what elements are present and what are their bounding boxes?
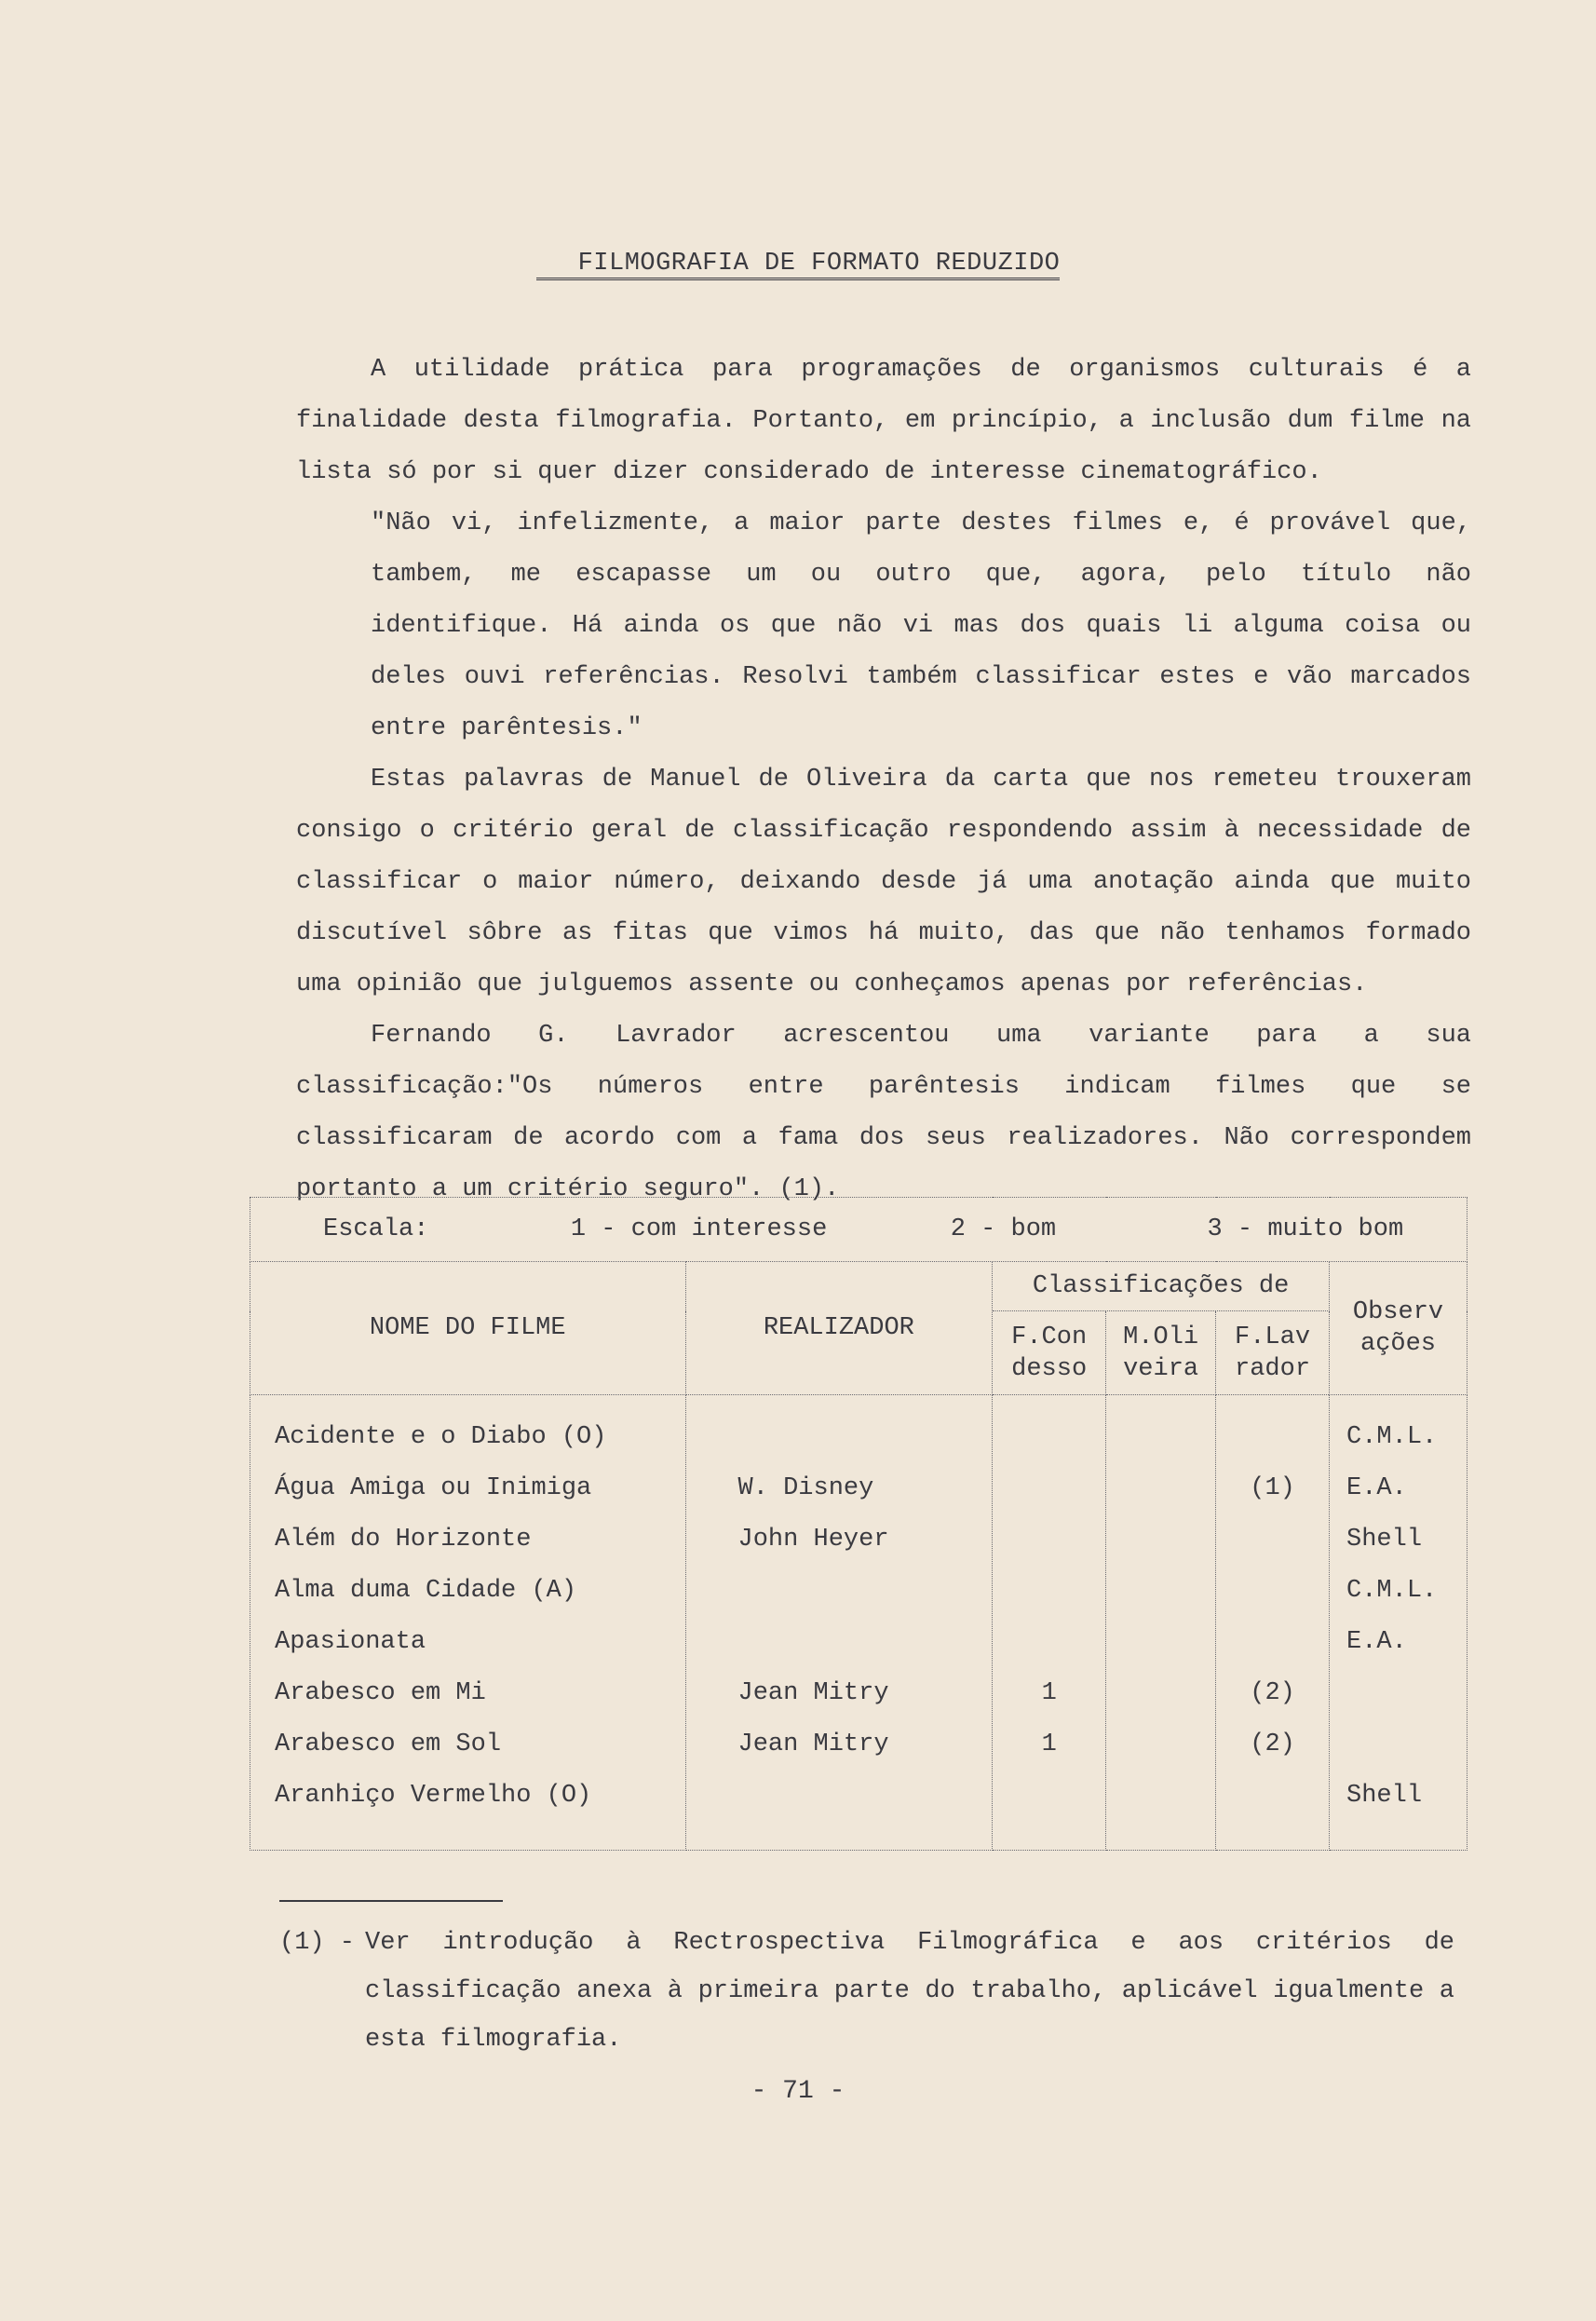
director-value xyxy=(738,1617,993,1668)
table-row: Apasionata xyxy=(275,1628,426,1656)
header-classifications: Classificações de xyxy=(993,1262,1330,1311)
f-lavrador-cell xyxy=(1216,1395,1330,1851)
table-row: Alma duma Cidade (A) xyxy=(275,1577,577,1605)
page-title xyxy=(0,250,1596,278)
f-condesso-value xyxy=(993,1463,1105,1514)
intro-paragraph-2: Estas palavras de Manuel de Oliveira da carta que nos remeteu trouxeram consigo o critério geral de classificação respondendo assim à necessidade de classificar o maior número, deixando desde já uma anotação ainda que muito discutível sôbre as fitas que vimos há muito, das que não tenhamos formado uma opinião que julguemos assente ou conheçamos apenas por referências. xyxy=(296,766,1471,998)
intro-paragraph-1: A utilidade prática para programações de organismos culturais é a finalidade desta filmografia. Portanto, em princípio, a inclusão dum filme na lista só por si quer dizer considerado de interesse cinematográfico. xyxy=(296,356,1471,486)
observation-value: Shell xyxy=(1346,1782,1423,1810)
f-lavrador-value xyxy=(1216,1514,1329,1566)
m-oliveira-value xyxy=(1106,1566,1215,1617)
header-film-name: NOME DO FILME xyxy=(250,1262,686,1395)
m-oliveira-value xyxy=(1106,1514,1215,1566)
m-oliveira-cell xyxy=(1106,1395,1216,1851)
f-lavrador-value: (1) xyxy=(1250,1474,1295,1502)
observations-cell xyxy=(1330,1395,1468,1851)
page-title-text: FILMOGRAFIA DE FORMATO REDUZIDO xyxy=(536,250,1061,280)
observation-value: E.A. xyxy=(1346,1628,1407,1656)
observation-value: Shell xyxy=(1346,1526,1423,1554)
director-value xyxy=(738,1412,993,1463)
film-table xyxy=(250,1197,1468,1851)
director-value xyxy=(738,1566,993,1617)
header-observations xyxy=(1330,1262,1468,1395)
director-value: Jean Mitry xyxy=(737,1679,889,1707)
director-value: Jean Mitry xyxy=(737,1731,889,1758)
header-director: REALIZADOR xyxy=(685,1262,993,1395)
footnote xyxy=(279,1919,1454,2064)
observation-value: C.M.L. xyxy=(1346,1577,1438,1605)
scale-item-2: 2 - bom xyxy=(950,1215,1057,1243)
directors-cell xyxy=(685,1395,993,1851)
f-lavrador-value xyxy=(1216,1566,1329,1617)
f-lavrador-value xyxy=(1216,1412,1329,1463)
observation-value xyxy=(1346,1668,1467,1719)
header-f-lavrador xyxy=(1216,1311,1330,1395)
header-observations-text: Observações xyxy=(1352,1298,1444,1358)
f-condesso-cell xyxy=(993,1395,1106,1851)
table-header-row-1 xyxy=(250,1262,1468,1311)
m-oliveira-value xyxy=(1106,1771,1215,1822)
f-condesso-value xyxy=(993,1771,1105,1822)
f-condesso-value: 1 xyxy=(1041,1731,1057,1758)
director-value: John Heyer xyxy=(737,1526,889,1554)
table-row: Acidente e o Diabo (O) xyxy=(275,1423,607,1451)
f-lavrador-value xyxy=(1216,1771,1329,1822)
m-oliveira-value xyxy=(1106,1719,1215,1771)
m-oliveira-value xyxy=(1106,1412,1215,1463)
f-condesso-value xyxy=(993,1617,1105,1668)
scale-item-3: 3 - muito bom xyxy=(1207,1215,1404,1243)
director-value: W. Disney xyxy=(737,1474,874,1502)
footnote-divider xyxy=(279,1900,503,1902)
intro-text xyxy=(296,345,1471,1215)
m-oliveira-value xyxy=(1106,1617,1215,1668)
header-f-condesso-text: F.Condesso xyxy=(1011,1323,1088,1383)
f-condesso-value xyxy=(993,1412,1105,1463)
table-row: Água Amiga ou Inimiga xyxy=(275,1474,592,1502)
scale-cell xyxy=(250,1198,1468,1262)
film-names-cell xyxy=(250,1395,686,1851)
observation-value xyxy=(1346,1719,1467,1771)
scale-label: Escala: xyxy=(323,1215,429,1243)
header-f-condesso xyxy=(993,1311,1106,1395)
m-oliveira-value xyxy=(1106,1463,1215,1514)
intro-quote: "Não vi, infelizmente, a maior parte destes filmes e, é provável que, tambem, me escapasse um ou outro que, agora, pelo título não identifique. Há ainda os que não vi mas dos quais li alguma coisa ou deles ouvi referências. Resolvi também classificar estes e vão marcados entre parêntesis." xyxy=(371,509,1471,742)
observation-value: E.A. xyxy=(1346,1474,1407,1502)
header-m-oliveira-text: M.Oliveira xyxy=(1123,1323,1199,1383)
footnote-marker: (1) - xyxy=(279,1929,356,1957)
f-lavrador-value xyxy=(1216,1617,1329,1668)
f-lavrador-value: (2) xyxy=(1250,1679,1295,1707)
f-lavrador-value: (2) xyxy=(1250,1731,1295,1758)
table-body xyxy=(250,1395,1468,1851)
table-row: Aranhiço Vermelho (O) xyxy=(275,1782,592,1810)
scale-item-1: 1 - com interesse xyxy=(570,1215,828,1243)
f-condesso-value xyxy=(993,1566,1105,1617)
footnote-text: Ver introdução à Rectrospectiva Filmográfica e aos critérios de classificação anexa à primeira parte do trabalho, aplicável igualmente a esta filmografia. xyxy=(365,1929,1454,2054)
table-row: Além do Horizonte xyxy=(275,1526,532,1554)
table-row: Arabesco em Mi xyxy=(275,1679,486,1707)
header-f-lavrador-text: F.Lavrador xyxy=(1235,1323,1311,1383)
f-condesso-value xyxy=(993,1514,1105,1566)
table-row: Arabesco em Sol xyxy=(275,1731,502,1758)
director-value xyxy=(738,1771,993,1822)
scale-row xyxy=(250,1198,1468,1262)
page-number: - 71 - xyxy=(751,2077,845,2106)
header-m-oliveira xyxy=(1106,1311,1216,1395)
observation-value: C.M.L. xyxy=(1346,1423,1438,1451)
f-condesso-value: 1 xyxy=(1041,1679,1057,1707)
m-oliveira-value xyxy=(1106,1668,1215,1719)
intro-paragraph-3: Fernando G. Lavrador acrescentou uma variante para a sua classificação:"Os números entre parêntesis indicam filmes que se classificaram de acordo com a fama dos seus realizadores. Não correspondem portanto a um critério seguro". (1). xyxy=(296,1022,1471,1203)
